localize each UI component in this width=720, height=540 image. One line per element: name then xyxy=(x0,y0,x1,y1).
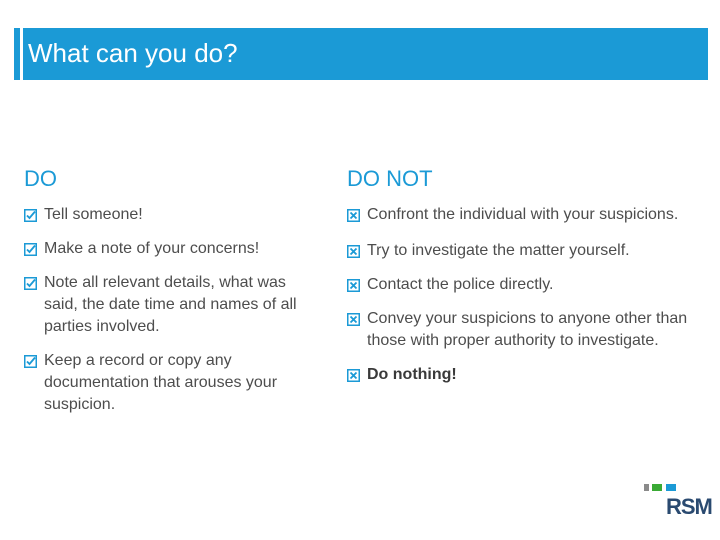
checked-box-icon xyxy=(24,209,37,222)
do-item-text: Make a note of your concerns! xyxy=(44,240,260,257)
crossed-box-icon xyxy=(347,209,360,222)
do-item xyxy=(24,350,324,416)
logo-green-block xyxy=(652,484,662,491)
do-item-text: Keep a record or copy any documentation that arouses your suspicion. xyxy=(44,352,278,413)
do-not-item-text: Confront the individual with your suspicions. xyxy=(367,206,679,223)
do-not-item xyxy=(347,364,702,386)
do-item-text: Note all relevant details, what was said, the date time and names of all parties involved. xyxy=(44,274,297,335)
do-not-item-text: Try to investigate the matter yourself. xyxy=(367,242,630,259)
slide-title: What can you do? xyxy=(28,38,238,68)
do-item xyxy=(24,272,324,338)
logo-text: RSM xyxy=(666,494,712,519)
title-accent-line xyxy=(20,28,23,80)
do-not-item xyxy=(347,274,702,296)
do-not-heading: DO NOT xyxy=(347,166,433,191)
crossed-box-icon xyxy=(347,279,360,292)
logo-gray-block xyxy=(644,484,649,491)
do-not-list xyxy=(347,204,702,386)
do-item xyxy=(24,204,324,226)
do-not-item xyxy=(347,204,702,226)
title-bar xyxy=(14,28,708,80)
crossed-box-icon xyxy=(347,313,360,326)
checked-box-icon xyxy=(24,355,37,368)
do-list xyxy=(24,204,324,416)
do-item xyxy=(24,238,324,260)
do-not-item-text: Contact the police directly. xyxy=(367,276,554,293)
do-item-text: Tell someone! xyxy=(44,206,143,223)
rsm-logo xyxy=(644,484,712,520)
logo-blue-block xyxy=(666,484,676,491)
do-not-item xyxy=(347,240,702,262)
checked-box-icon xyxy=(24,243,37,256)
crossed-box-icon xyxy=(347,369,360,382)
do-not-item xyxy=(347,308,702,352)
do-not-item-text: Do nothing! xyxy=(367,366,457,383)
checked-box-icon xyxy=(24,277,37,290)
do-not-item-text: Convey your suspicions to anyone other than those with proper authority to investigate. xyxy=(367,310,688,349)
do-heading: DO xyxy=(24,166,57,191)
crossed-box-icon xyxy=(347,245,360,258)
